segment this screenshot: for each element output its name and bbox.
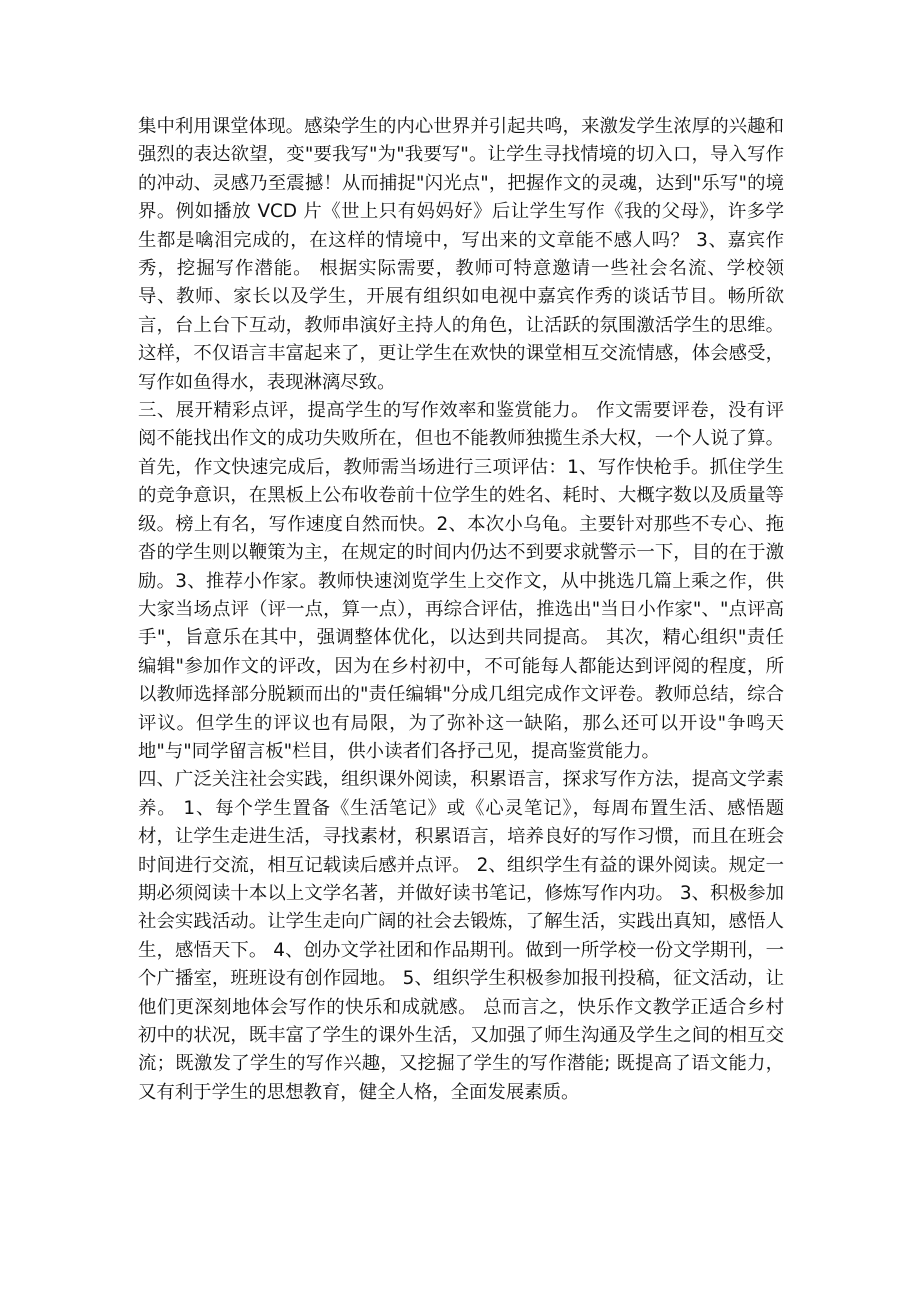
paragraph-section-three: 三、展开精彩点评，提高学生的写作效率和鉴赏能力。 作文需要评卷，没有评阅不能找出作文的成功失败所在，但也不能教师独揽生杀大权，一个人说了算。首先，作文快速完成后，教师需当场进行三项评估：1、写作快枪手。抓住学生的竞争意识，在黑板上公布收卷前十位学生的姓名、耗时、大概字数以及质量等级。榜上有名，写作速度自然而快。2、本次小乌龟。主要针对那些不专心、拖沓的学生则以鞭策为主，在规定的时间内仍达不到要求就警示一下，目的在于激励。3、推荐小作家。教师快速浏览学生上交作文，从中挑选几篇上乘之作，供大家当场点评（评一点，算一点），再综合评估，推选出"当日小作家"、"点评高手"，旨意乐在其中，强调整体优化，以达到共同提高。 其次，精心组织"责任编辑"参加作文的评改，因为在乡村初中，不可能每人都能达到评阅的程度，所以教师选择部分脱颖而出的"责任编辑"分成几组完成作文评卷。教师总结，综合评议。但学生的评议也有局限，为了弥补这一缺陷，那么还可以开设"争鸣天地"与"同学留言板"栏目，供小读者们各抒己见，提高鉴赏能力。 xyxy=(138,400,784,762)
paragraph-continuation: 集中利用课堂体现。感染学生的内心世界并引起共鸣，来激发学生浓厚的兴趣和强烈的表达欲望，变"要我写"为"我要写"。让学生寻找情境的切入口，导入写作的冲动、灵感乃至震撼！从而捕捉"闪光点"，把握作文的灵魂，达到"乐写"的境界。例如播放 VCD 片《世上只有妈妈好》后让学生写作《我的父母》，许多学生都是噙泪完成的，在这样的情境中，写出来的文章能不感人吗？ 3、嘉宾作秀，挖掘写作潜能。 根据实际需要，教师可特意邀请一些社会名流、学校领导、教师、家长以及学生，开展有组织如电视中嘉宾作秀的谈话节目。畅所欲言，台上台下互动，教师串演好主持人的角色，让活跃的氛围激活学生的思维。这样，不仅语言丰富起来了，更让学生在欢快的课堂相互交流情感，体会感受，写作如鱼得水，表现淋漓尽致。 xyxy=(138,116,784,393)
paragraph-section-four: 四、广泛关注社会实践，组织课外阅读，积累语言，探求写作方法，提高文学素养。 1、每个学生置备《生活笔记》或《心灵笔记》，每周布置生活、感悟题材，让学生走进生活，寻找素材，积累语言，培养良好的写作习惯，而且在班会时间进行交流，相互记载读后感并点评。 2、组织学生有益的课外阅读。规定一期必须阅读十本以上文学名著，并做好读书笔记，修炼写作内功。 3、积极参加社会实践活动。让学生走向广阔的社会去锻炼，了解生活，实践出真知，感悟人生，感悟天下。 4、创办文学社团和作品期刊。做到一所学校一份文学期刊，一个广播室，班班设有创作园地。 5、组织学生积极参加报刊投稿，征文活动，让他们更深刻地体会写作的快乐和成就感。 总而言之，快乐作文教学正适合乡村初中的状况，既丰富了学生的课外生活，又加强了师生沟通及学生之间的相互交流；既激发了学生的写作兴趣，又挖掘了学生的写作潜能; 既提高了语文能力，又有利于学生的思想教育，健全人格，全面发展素质。 xyxy=(138,769,784,1103)
document-body xyxy=(138,113,784,1107)
